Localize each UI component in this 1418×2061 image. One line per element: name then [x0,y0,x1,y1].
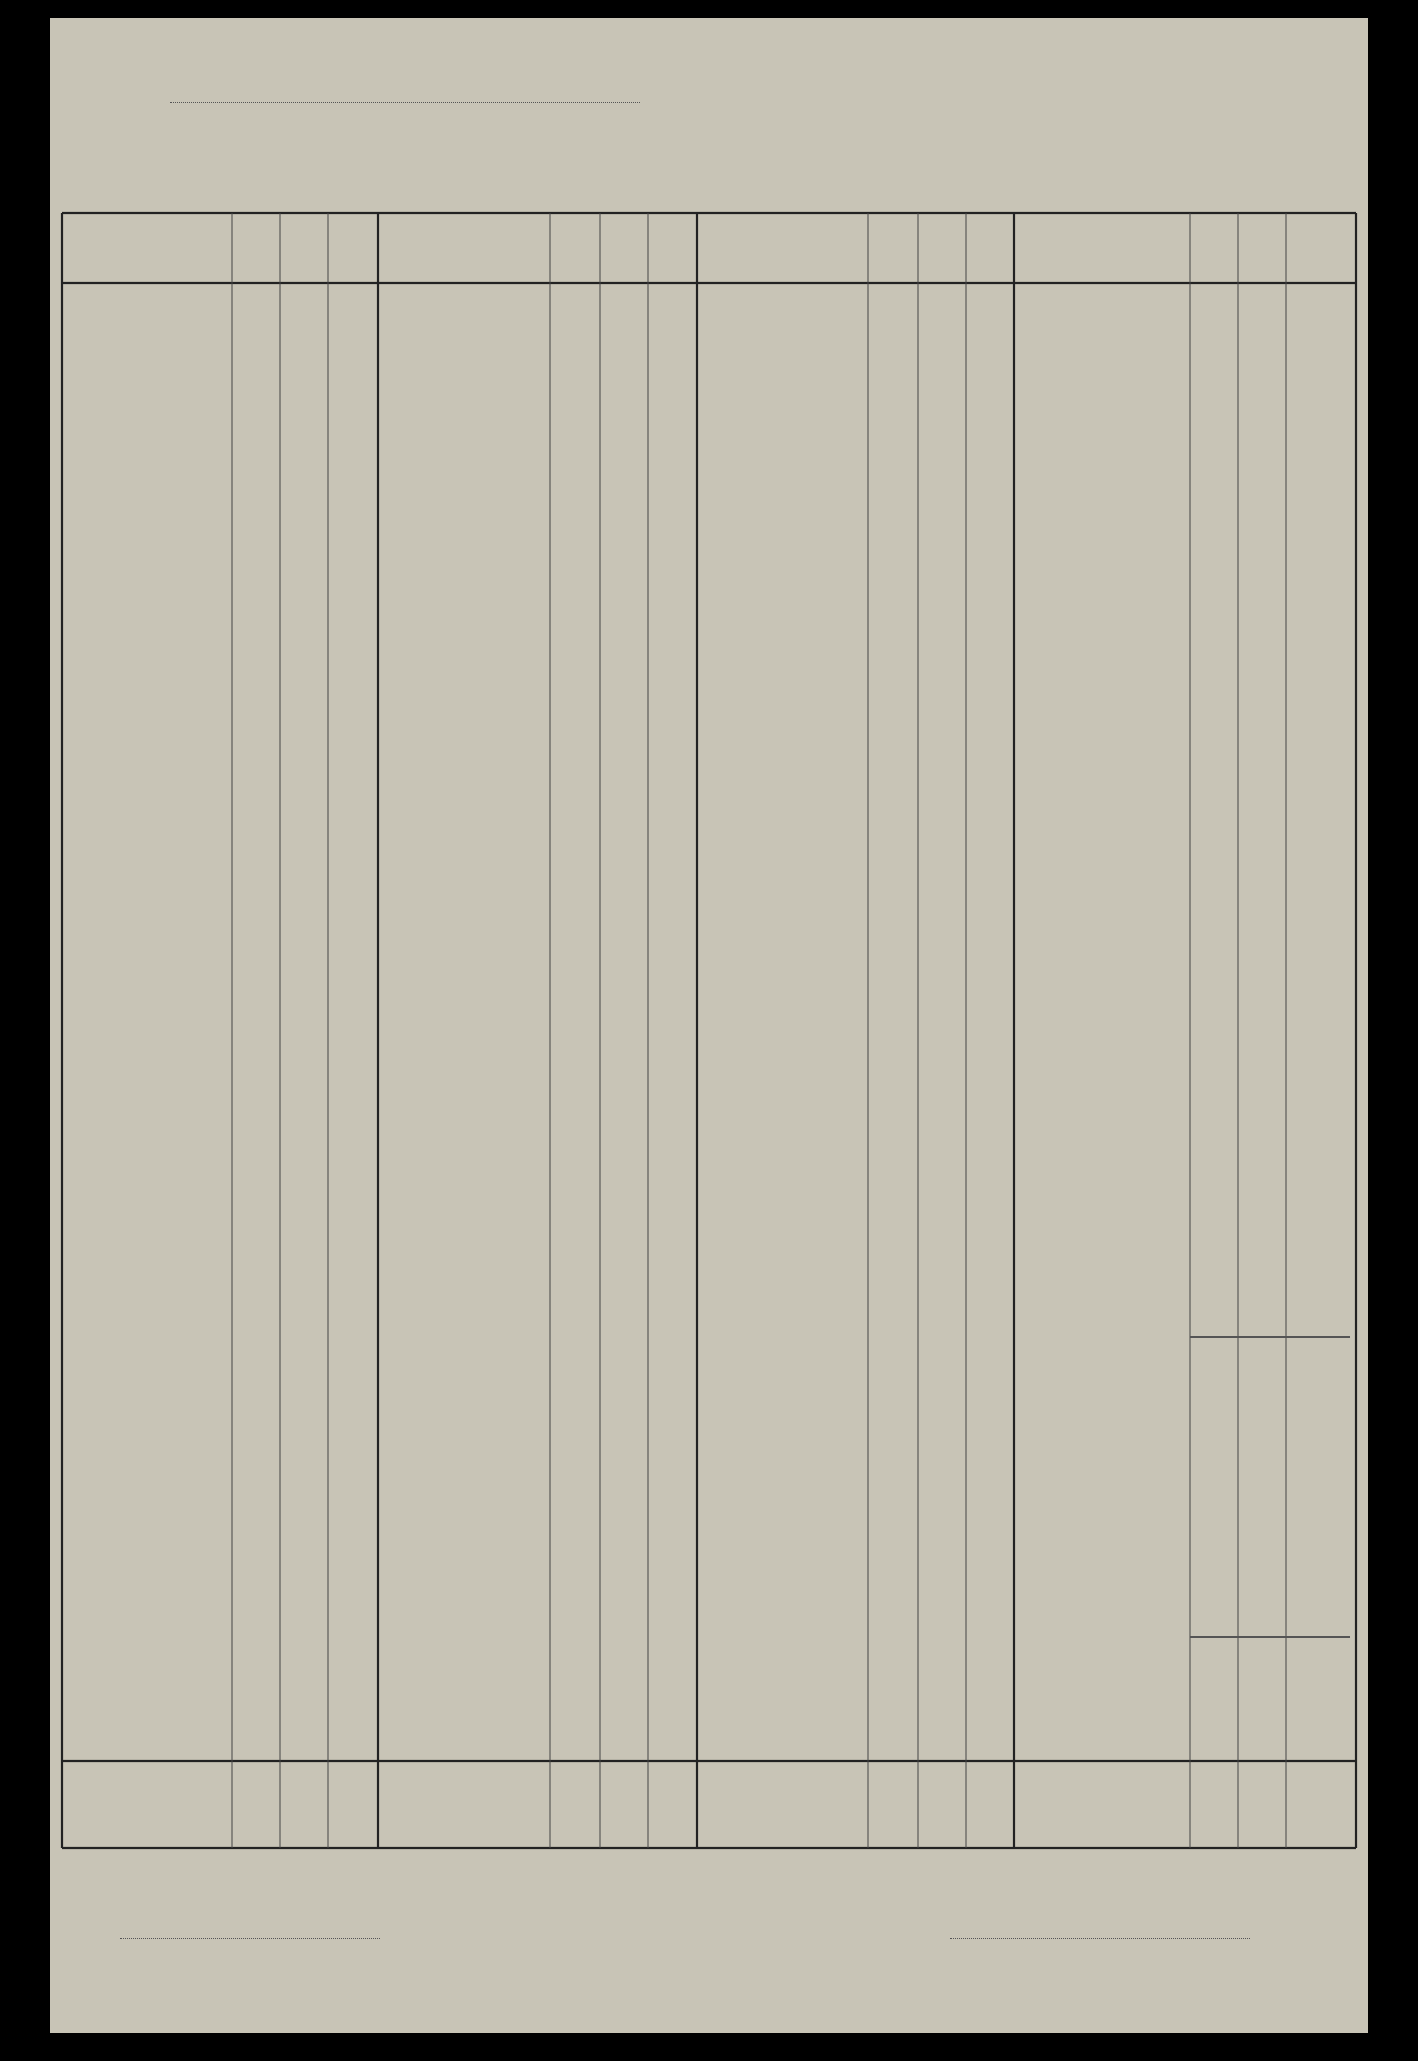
attached-total-rule [1190,1636,1350,1638]
signature-rule [950,1938,1250,1939]
table-grid [50,18,1368,1898]
form-page [50,18,1368,2033]
non-tradesmen-total-rule [1190,1336,1350,1338]
despatch-date-rule [120,1938,380,1939]
